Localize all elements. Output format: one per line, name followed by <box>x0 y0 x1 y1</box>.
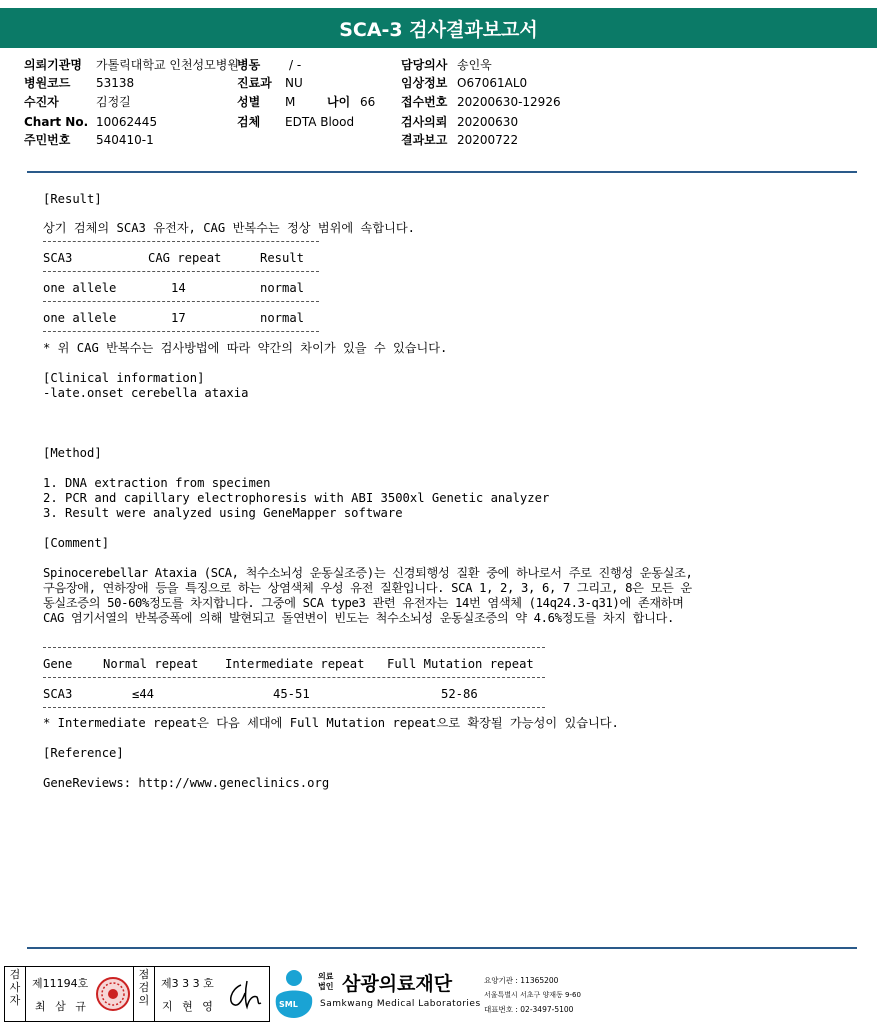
field-label: 결과보고 <box>401 133 448 147</box>
org-address: 서울특별시 서초구 양재동 9-60 <box>484 991 581 999</box>
table-divider <box>43 647 545 648</box>
repeat-cell: 45-51 <box>273 687 310 701</box>
result-cell: 14 <box>171 281 186 295</box>
examiner-seal-icon <box>95 976 131 1012</box>
field-label: 검사의뢰 <box>401 115 448 129</box>
repeat-col-header: Gene <box>43 657 73 671</box>
comment-line: CAG 염기서열의 반복증폭에 의해 발현되고 돌연변이 빈도는 척수소뇌성 운동실조증의 약 4.6%정도를 차지 합니다. <box>43 611 674 625</box>
org-code: 요양기관 : 11365200 <box>484 976 559 985</box>
sml-logo-icon <box>272 968 318 1020</box>
report-footer <box>0 962 877 1031</box>
table-divider <box>43 331 319 332</box>
repeat-col-header: Full Mutation repeat <box>387 657 534 671</box>
reference-heading: [Reference] <box>43 746 124 760</box>
field-value: 20200630-12926 <box>457 95 561 109</box>
sml-logo-text: SML <box>279 1000 298 1009</box>
field-value: O67061AL0 <box>457 76 528 90</box>
comment-heading: [Comment] <box>43 536 110 550</box>
field-value: 20200630 <box>457 115 519 129</box>
field-value: 김정길 <box>96 95 131 109</box>
report-title: SCA-3 검사결과보고서 <box>0 8 877 48</box>
table-divider <box>43 707 545 708</box>
table-divider <box>43 271 319 272</box>
reviewer-license: 제3 3 3 호 <box>161 977 214 990</box>
footer-divider <box>27 947 857 949</box>
result-cell: normal <box>260 281 305 295</box>
method-item: 2. PCR and capillary electrophoresis with ABI 3500xl Genetic analyzer <box>43 491 550 505</box>
examiner-label <box>5 967 26 1021</box>
reviewer-label-text: 점검의 <box>138 968 150 1007</box>
result-cell: normal <box>260 311 305 325</box>
field-value: 540410-1 <box>96 133 154 147</box>
comment-line: 구음장애, 연하장애 등을 특징으로 하는 상염색체 우성 유전 질환입니다. SCA 1, 2, 3, 6, 7 그리고, 8은 모든 운 <box>43 581 692 595</box>
method-item: 1. DNA extraction from specimen <box>43 476 271 490</box>
field-label: 담당의사 <box>401 58 448 72</box>
examiner-name: 최 삼 규 <box>35 1000 89 1013</box>
result-cell: 17 <box>171 311 186 325</box>
comment-line: 동실조증의 50-60%정도를 차지합니다. 그중에 SCA type3 관련 유전자는 14번 염색체 (14q24.3-q31)에 존재하며 <box>43 596 684 610</box>
field-label: 의뢰기관명 <box>24 58 82 72</box>
field-value: M <box>285 95 296 109</box>
field-label: 수진자 <box>24 95 59 109</box>
field-label: 진료과 <box>237 76 272 90</box>
header-divider <box>27 171 857 173</box>
result-cell: one allele <box>43 281 117 295</box>
field-value: NU <box>285 76 303 90</box>
table-divider <box>43 241 319 242</box>
org-name: 삼광의료재단 <box>342 973 453 995</box>
signature-box <box>4 966 270 1022</box>
repeat-col-header: Normal repeat <box>103 657 199 671</box>
repeat-col-header: Intermediate repeat <box>225 657 365 671</box>
org-prefix: 의료법인 <box>318 972 334 991</box>
field-value: 가톨릭대학교 인천성모병원 <box>96 58 239 72</box>
field-label: 병동 <box>237 58 261 72</box>
result-heading: [Result] <box>43 192 102 206</box>
result-col-header: Result <box>260 251 305 265</box>
clinical-text: -late.onset cerebella ataxia <box>43 386 249 400</box>
result-note: * 위 CAG 반복수는 검사방법에 따라 약간의 차이가 있을 수 있습니다. <box>43 341 448 355</box>
result-cell: one allele <box>43 311 117 325</box>
field-value: / - <box>289 58 302 72</box>
reviewer-label <box>134 967 155 1021</box>
field-label: Chart No. <box>24 115 89 129</box>
field-label: 주민번호 <box>24 133 71 147</box>
table-divider <box>43 301 319 302</box>
comment-line: Spinocerebellar Ataxia (SCA, 척수소뇌성 운동실조증)는 신경퇴행성 질환 중에 하나로서 주로 진행성 운동실조, <box>43 566 693 580</box>
table-divider <box>43 677 545 678</box>
result-summary: 상기 검체의 SCA3 유전자, CAG 반복수는 정상 범위에 속합니다. <box>43 221 415 235</box>
repeat-cell: 52-86 <box>441 687 478 701</box>
org-phone: 대표번호 : 02-3497-5100 <box>484 1005 574 1014</box>
clinical-heading: [Clinical information] <box>43 371 205 385</box>
result-col-header: CAG repeat <box>148 251 222 265</box>
reviewer-signature-icon <box>223 977 265 1013</box>
examiner-license: 제11194호 <box>32 977 89 990</box>
method-item: 3. Result were analyzed using GeneMapper software <box>43 506 403 520</box>
field-value: 20200722 <box>457 133 519 147</box>
org-english-name: Samkwang Medical Laboratories <box>320 999 481 1009</box>
field-value: 66 <box>360 95 376 109</box>
repeat-cell: ≤44 <box>132 687 155 701</box>
field-value: 10062445 <box>96 115 158 129</box>
patient-header <box>0 54 877 164</box>
repeat-cell: SCA3 <box>43 687 73 701</box>
reference-text: GeneReviews: http://www.geneclinics.org <box>43 776 330 790</box>
field-value: EDTA Blood <box>285 115 355 129</box>
reviewer-name: 지 현 영 <box>162 1000 216 1013</box>
field-label: 나이 <box>327 95 351 109</box>
examiner-label-text: 검사자 <box>9 968 21 1007</box>
field-label: 검체 <box>237 115 261 129</box>
field-value: 송인욱 <box>457 58 492 72</box>
result-col-header: SCA3 <box>43 251 73 265</box>
field-label: 병원코드 <box>24 76 71 90</box>
field-label: 성별 <box>237 95 261 109</box>
field-label: 접수번호 <box>401 95 448 109</box>
repeat-note: * Intermediate repeat은 다음 세대에 Full Mutation repeat으로 확장될 가능성이 있습니다. <box>43 716 619 730</box>
method-heading: [Method] <box>43 446 102 460</box>
field-label: 임상정보 <box>401 76 448 90</box>
field-value: 53138 <box>96 76 135 90</box>
